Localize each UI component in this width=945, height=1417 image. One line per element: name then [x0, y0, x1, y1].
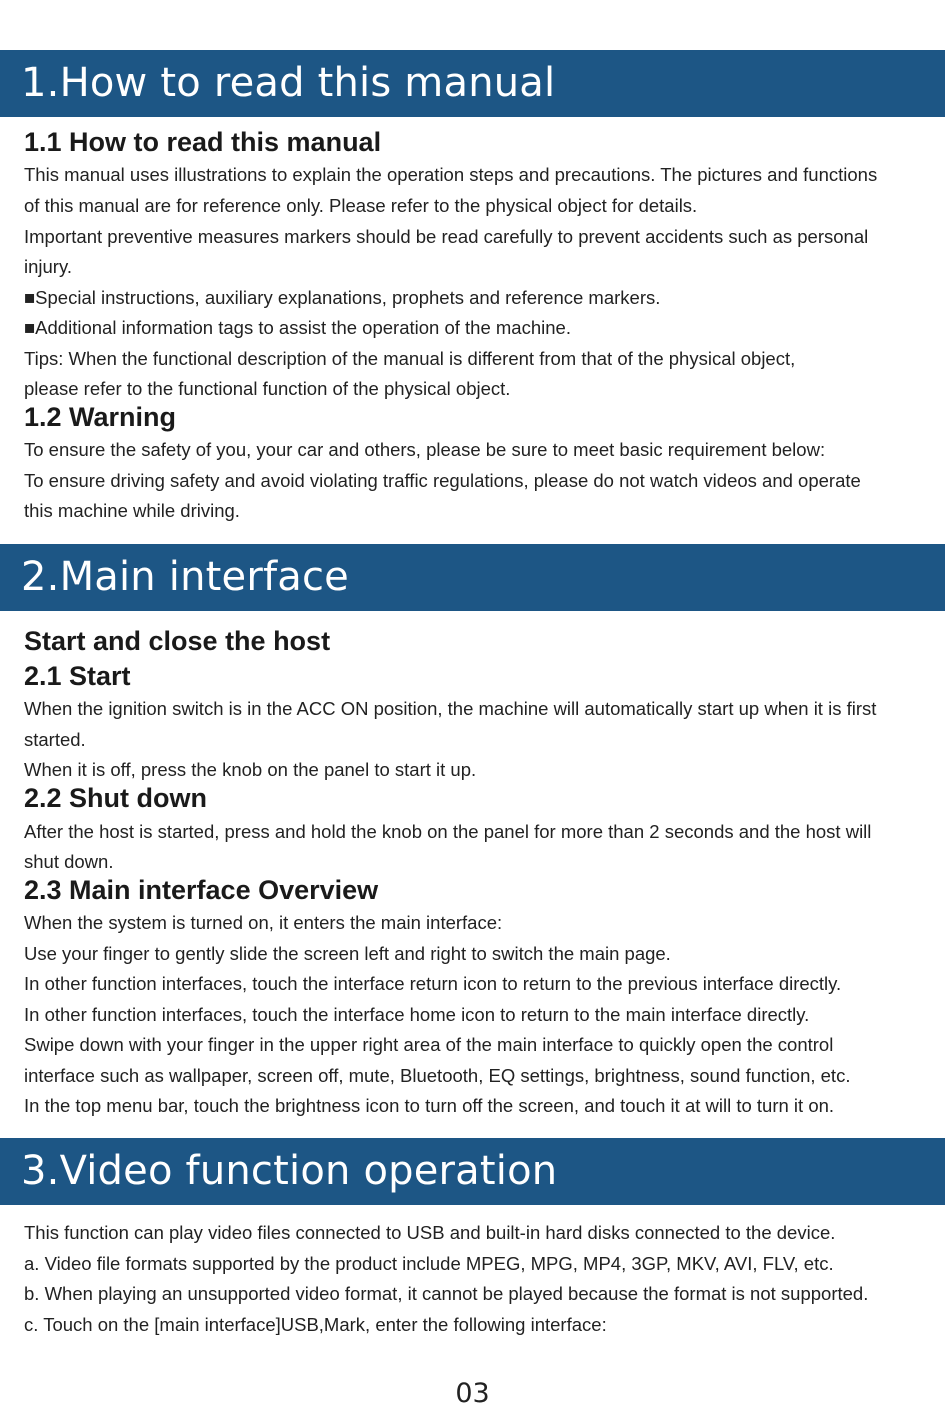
paragraph-line: In the top menu bar, touch the brightness icon to turn off the screen, and touch it at will to turn it on. — [24, 1095, 835, 1116]
heading-2-2: 2.2 Shut down — [24, 783, 208, 813]
paragraph-line: Use your finger to gently slide the screen left and right to switch the main page. — [24, 943, 671, 964]
paragraph-line: This function can play video files connected to USB and built-in hard disks connected to the device. — [24, 1222, 836, 1243]
page-number: 03 — [455, 1378, 490, 1409]
paragraph-line: After the host is started, press and hold the knob on the panel for more than 2 seconds and the host will — [24, 821, 872, 842]
paragraph-line: shut down. — [24, 851, 114, 872]
heading-start-close: Start and close the host — [24, 626, 331, 656]
paragraph-line: interface such as wallpaper, screen off, mute, Bluetooth, EQ settings, brightness, sound function, etc. — [24, 1065, 851, 1086]
heading-1-1: 1.1 How to read this manual — [24, 127, 382, 157]
paragraph-line: of this manual are for reference only. Please refer to the physical object for details. — [24, 195, 698, 216]
tips-line: please refer to the functional function of the physical object. — [24, 378, 511, 399]
heading-2-1: 2.1 Start — [24, 661, 131, 691]
paragraph-line: Important preventive measures markers should be read carefully to prevent accidents such as personal — [24, 226, 869, 247]
paragraph-line: a. Video file formats supported by the product include MPEG, MPG, MP4, 3GP, MKV, AVI, FLV, etc. — [24, 1253, 834, 1274]
paragraph-line: c. Touch on the [main interface]USB,Mark, enter the following interface: — [24, 1314, 607, 1335]
heading-2-3: 2.3 Main interface Overview — [24, 875, 379, 905]
paragraph-line: Swipe down with your finger in the upper right area of the main interface to quickly open the control — [24, 1034, 834, 1055]
warning-line: To ensure the safety of you, your car and others, please be sure to meet basic requirement below: — [24, 439, 826, 460]
heading-1-2: 1.2 Warning — [24, 402, 177, 432]
bullet-special-instructions: ■Special instructions, auxiliary explanations, prophets and reference markers. — [24, 287, 661, 308]
section-2-banner: 2.Main interface — [0, 544, 945, 611]
paragraph-line: When it is off, press the knob on the panel to start it up. — [24, 759, 477, 780]
paragraph-line: When the ignition switch is in the ACC ON position, the machine will automatically start up when it is first — [24, 698, 877, 719]
section-3-banner: 3.Video function operation — [0, 1138, 945, 1205]
warning-line: this machine while driving. — [24, 500, 240, 521]
paragraph-line: started. — [24, 729, 86, 750]
tips-line: Tips: When the functional description of the manual is different from that of the physical object, — [24, 348, 796, 369]
paragraph-line: When the system is turned on, it enters the main interface: — [24, 912, 503, 933]
paragraph-line: In other function interfaces, touch the interface home icon to return to the main interface directly. — [24, 1004, 810, 1025]
paragraph-line: b. When playing an unsupported video format, it cannot be played because the format is not supported. — [24, 1283, 869, 1304]
paragraph-line: In other function interfaces, touch the interface return icon to return to the previous interface directly. — [24, 973, 842, 994]
warning-line: To ensure driving safety and avoid violating traffic regulations, please do not watch videos and operate — [24, 470, 861, 491]
paragraph-line: This manual uses illustrations to explain the operation steps and precautions. The pictures and functions — [24, 164, 878, 185]
section-1-banner: 1.How to read this manual — [0, 50, 945, 117]
paragraph-line: injury. — [24, 256, 72, 277]
bullet-additional-info: ■Additional information tags to assist the operation of the machine. — [24, 317, 571, 338]
